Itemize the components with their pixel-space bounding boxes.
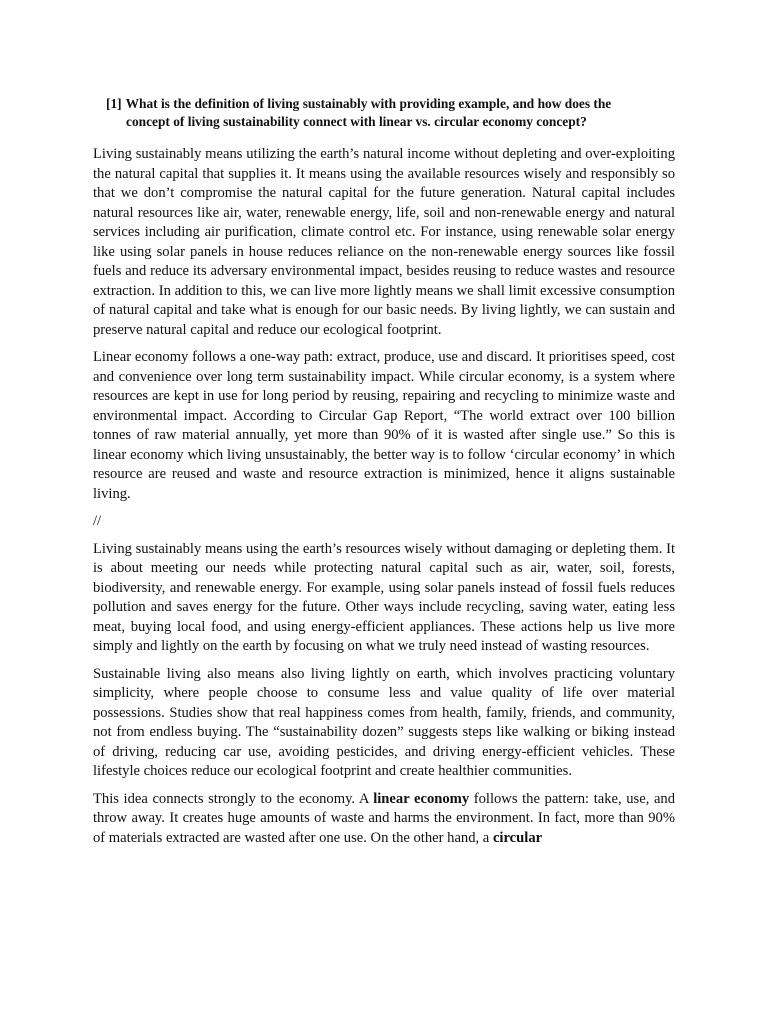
question-line-2: concept of living sustainability connect with linear vs. circular economy concept? (126, 114, 587, 129)
section-separator: // (93, 513, 102, 529)
paragraph-2: Linear economy follows a one-way path: extract, produce, use and discard. It prioritises speed, cost and convenience over long term sustainability impact. While circular economy, is a system where resources are kept in use for long period by reusing, repairing and recycling to minimize waste and environmental impact. According to Circular Gap Report, “The world extract over 100 billion tonnes of raw material annually, yet more than 90% of it is wasted after single use.” So this is linear economy which living unsustainably, the better way is to follow ‘circular economy’ in which resource are reused and waste and resource extraction is minimized, hence it aligns sustainable living. (93, 349, 675, 502)
paragraph-1: Living sustainably means utilizing the earth’s natural income without depleting and over-exploiting the natural capital that supplies it. It means using the available resources wisely and responsibly so that we don’t compromise the natural capital for the future generation. Natural capital includes natural resources like air, water, renewable energy, life, soil and non-renewable energy and natural services including air purification, climate control etc. For instance, using renewable solar energy like using solar panels in house reduces reliance on the non-renewable energy sources like fossil fuels and reduce its adversary environmental impact, besides reusing to reduce wastes and resource extraction. In addition to this, we can live more lightly means we shall limit excessive consumption of natural capital and take what is enough for our basic needs. By living lightly, we can sustain and preserve natural capital and reduce our ecological footprint. (93, 146, 675, 338)
linear-economy-term: linear economy (373, 790, 470, 807)
paragraph-5 (93, 790, 675, 849)
circular-term: circular (492, 829, 543, 846)
paragraph-3: Living sustainably means using the earth’s resources wisely without damaging or depleting them. It is about meeting our needs while protecting natural capital such as air, water, soil, forests, biodiversity, and renewable energy. For example, using solar panels instead of fossil fuels reduces pollution and saves energy for the future. Other ways include recycling, saving water, eating less meat, buying local food, and using energy-efficient appliances. These actions help us live more simply and lightly on the earth by focusing on what we truly need instead of wasting resources. (93, 540, 675, 654)
question-number: [1] (106, 96, 122, 111)
paragraph-4: Sustainable living also means also living lightly on earth, which involves practicing voluntary simplicity, where people choose to consume less and value quality of life over material possessions. Studies show that real happiness comes from health, family, friends, and community, not from endless buying. The “sustainability dozen” suggests steps like walking or biking instead of driving, reducing car use, avoiding pesticides, and driving energy-efficient vehicles. These lifestyle choices reduce our ecological footprint and create healthier communities. (93, 665, 675, 779)
answer-body (93, 145, 675, 856)
paragraph-5-text-a: This idea connects strongly to the economy. A (93, 790, 374, 807)
paragraph-5-text-b: follows the pattern: take, use, and throw away. It creates huge amounts of waste and harms the environment. In fact, more than 90% of materials extracted are wasted after one use. On the other hand, a (93, 790, 676, 846)
question-heading (106, 95, 666, 131)
question-line-1: What is the definition of living sustainably with providing example, and how does the (125, 96, 612, 111)
